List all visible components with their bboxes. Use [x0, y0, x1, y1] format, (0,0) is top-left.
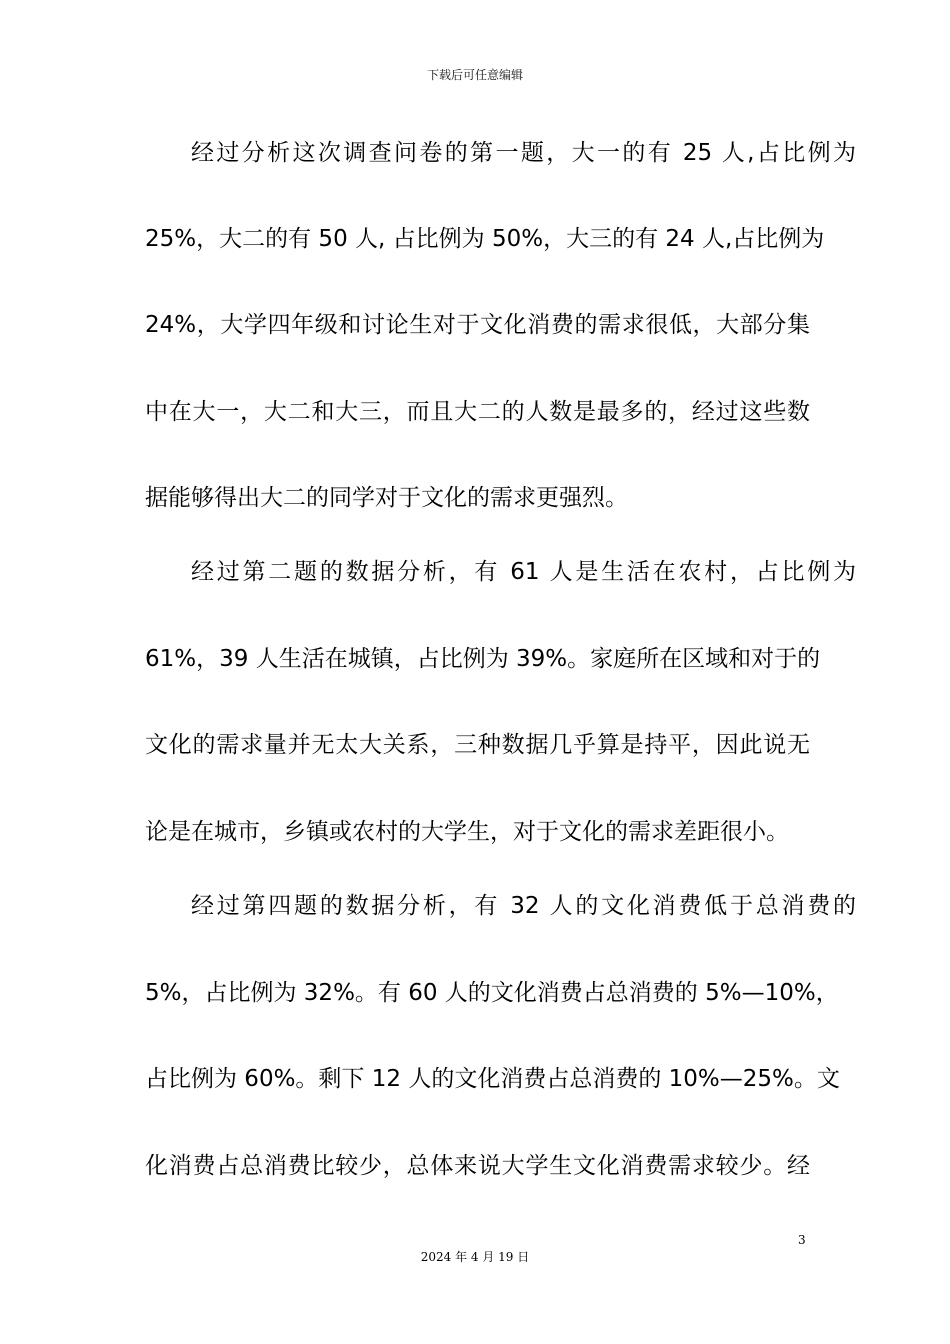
paragraph-line: 61%，39 人生活在城镇，占比例为 39%。家庭所在区域和对于的: [145, 646, 821, 672]
paragraph-line: 中在大一，大二和大三，而且大二的人数是最多的，经过这些数: [145, 399, 810, 425]
paragraph-line: 25%，大二的有 50 人, 占比例为 50%，大三的有 24 人,占比例为: [145, 226, 825, 252]
paragraph-line: 经过分析这次调查问卷的第一题，大一的有 25 人,占比例为: [191, 140, 856, 166]
paragraph-line: 24%，大学四年级和讨论生对于文化消费的需求很低，大部分集: [145, 312, 810, 338]
paragraph-line: 占比例为 60%。剩下 12 人的文化消费占总消费的 10%—25%。文: [145, 1066, 840, 1092]
paragraph-line: 据能够得出大二的同学对于文化的需求更强烈。: [145, 485, 628, 511]
paragraph-line: 论是在城市，乡镇或农村的大学生，对于文化的需求差距很小。: [145, 819, 789, 845]
paragraph-line: 经过第二题的数据分析，有 61 人是生活在农村，占比例为: [191, 559, 856, 585]
paragraph-line: 5%，占比例为 32%。有 60 人的文化消费占总消费的 5%—10%，: [145, 980, 839, 1006]
paragraph-line: 经过第四题的数据分析，有 32 人的文化消费低于总消费的: [191, 893, 856, 919]
paragraph-line: 文化的需求量并无太大关系，三种数据几乎算是持平，因此说无: [145, 732, 810, 758]
page-header: 下载后可任意编辑: [426, 68, 523, 82]
paragraph-line: 化消费占总消费比较少，总体来说大学生文化消费需求较少。经: [145, 1153, 810, 1179]
footer-date: 2024 年 4 月 19 日: [420, 1250, 530, 1264]
page-number: 3: [798, 1233, 806, 1247]
